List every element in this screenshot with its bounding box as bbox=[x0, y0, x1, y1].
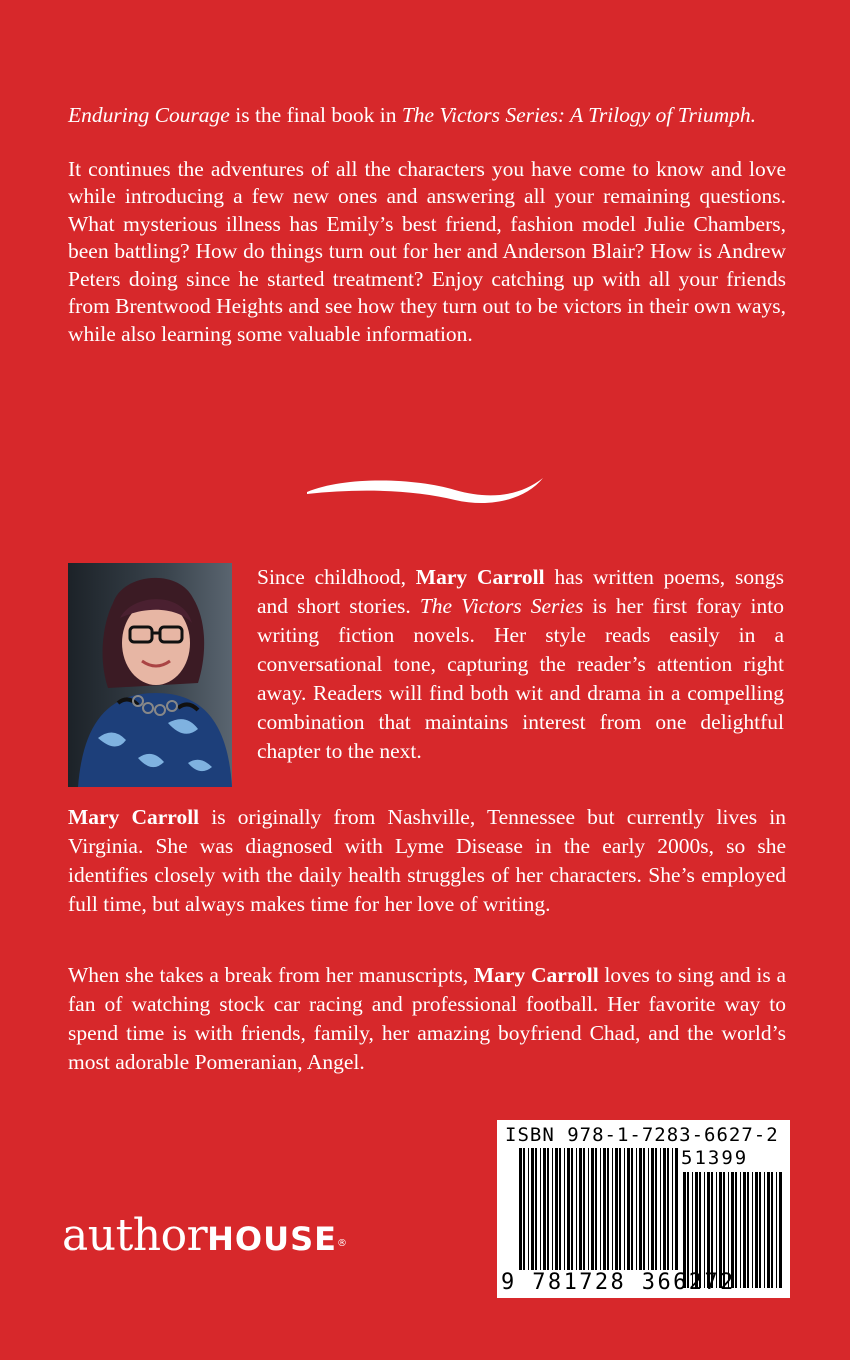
price-addon-number: 51399 bbox=[681, 1147, 749, 1169]
swoosh-divider bbox=[305, 470, 545, 510]
author-bio-intro: Since childhood, Mary Carroll has written poems, songs and short stories. The Victors Series is her first foray into writing fiction novels. Her style reads easily in a conversational tone, capturing the reader’s attention right away. Readers will find both wit and drama in a compelling combination that maintains interest from one delightful chapter to the next. bbox=[257, 565, 784, 763]
ean-number: 9 781728 366272 bbox=[501, 1270, 736, 1295]
book-title: Enduring Courage bbox=[68, 103, 230, 127]
blurb-description: It continues the adventures of all the characters you have come to know and love while introducing a few new ones and answering all your remaining questions. What mysterious illness has Emily’s best friend, fashion model Julie Chambers, been battling? How do things turn out for her and Anderson Blair? How is Andrew Peters doing since he started treatment? Enjoy catching up with all your friends from Brentwood Heights and see how they turn out to be victors in their own ways, while also learning some valuable information. bbox=[68, 156, 786, 346]
isbn-label: ISBN 978-1-7283-6627-2 bbox=[505, 1124, 779, 1146]
author-name: Mary Carroll bbox=[68, 805, 200, 829]
author-name: Mary Carroll bbox=[415, 565, 545, 589]
author-bio-origin: Mary Carroll is originally from Nashville, Tennessee but currently lives in Virginia. She was diagnosed with Lyme Disease in the early 2000s, so she identifies closely with the daily health struggles of her characters. She’s employed full time, but always makes time for her love of writing. bbox=[68, 805, 786, 916]
publisher-logo: authorHOUSE® bbox=[62, 1210, 347, 1261]
author-photo bbox=[68, 563, 232, 787]
series-title: The Victors Series: A Trilogy of Triumph. bbox=[401, 103, 757, 127]
book-blurb bbox=[68, 102, 786, 348]
author-bio-hobbies: When she takes a break from her manuscripts, Mary Carroll loves to sing and is a fan of watching stock car racing and professional football. Her favorite way to spend time is with friends, family, her amazing boyfriend Chad, and the world’s most adorable Pomeranian, Angel. bbox=[68, 963, 786, 1074]
blurb-intro: Enduring Courage is the final book in The Victors Series: A Trilogy of Triumph. bbox=[68, 103, 757, 127]
series-name: The Victors Series bbox=[419, 594, 584, 618]
isbn-barcode bbox=[497, 1120, 790, 1298]
author-name: Mary Carroll bbox=[473, 963, 599, 987]
